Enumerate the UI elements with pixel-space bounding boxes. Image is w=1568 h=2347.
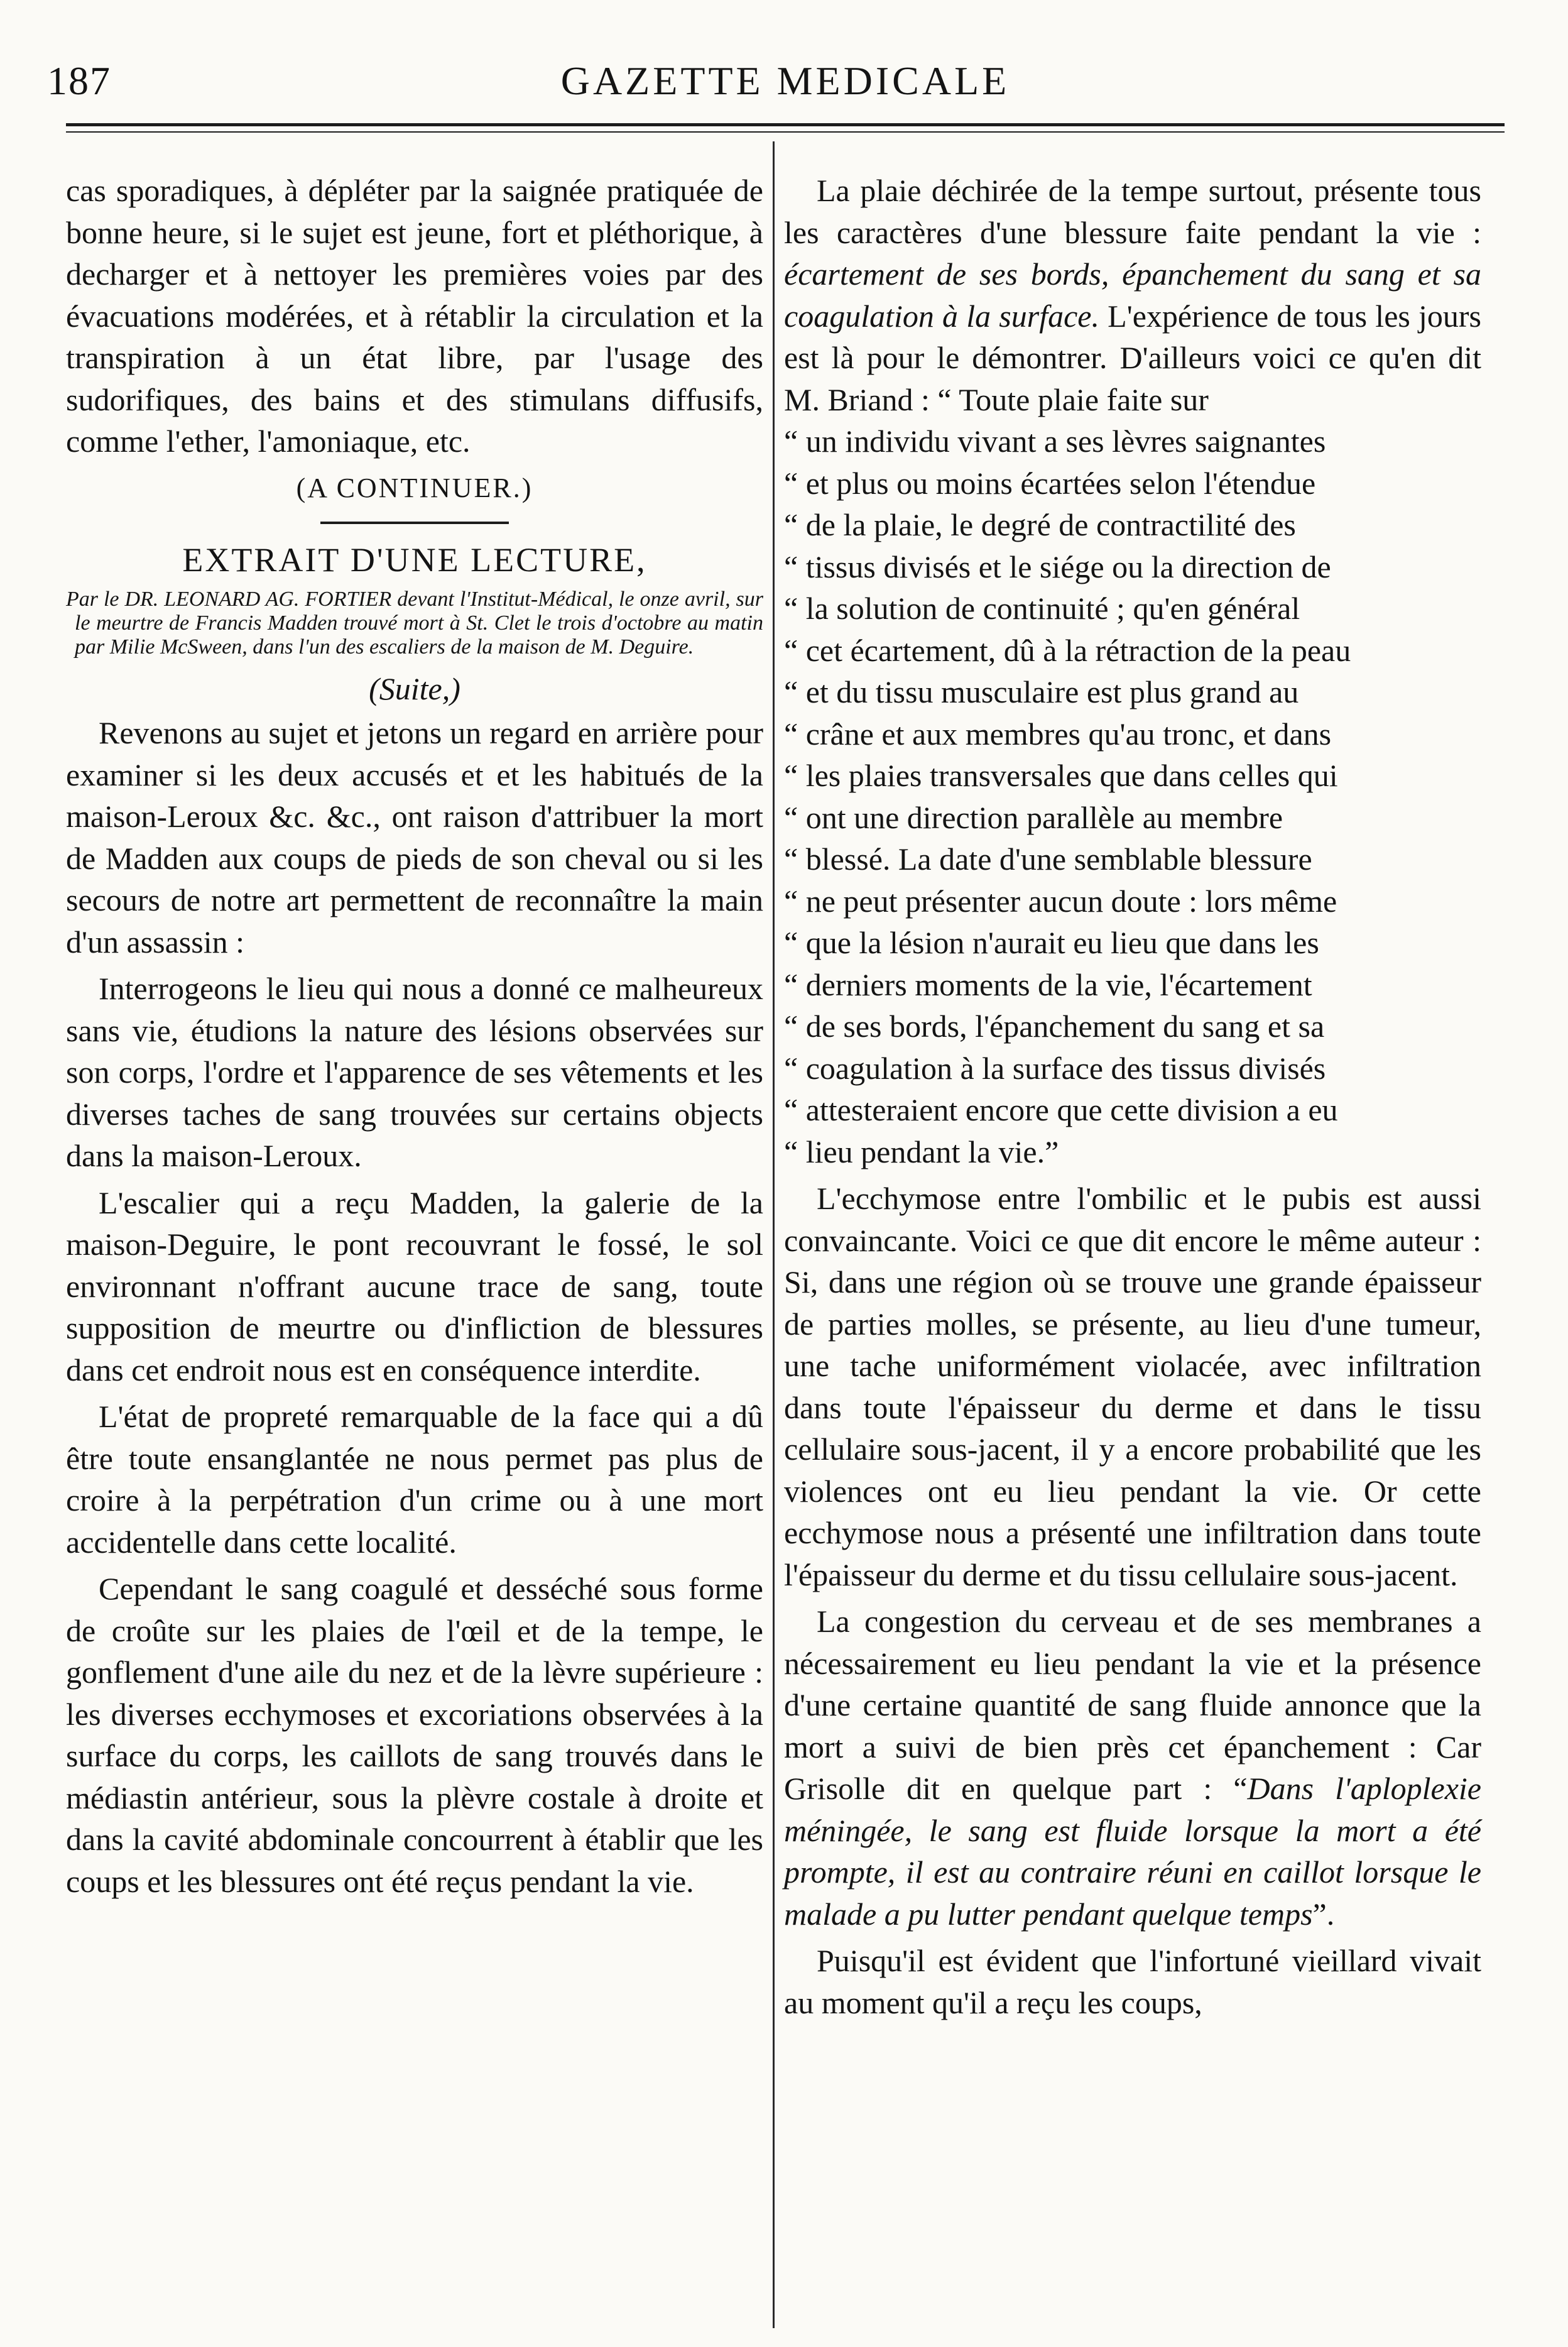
running-title: GAZETTE MEDICALE <box>560 58 1010 103</box>
right-column <box>784 170 1481 2028</box>
quote-line: “ que la lésion n'aurait eu lieu que dans les <box>784 925 1319 960</box>
continue-note: (A CONTINUER.) <box>296 472 533 503</box>
quote-line: “ lieu pendant la vie.” <box>784 1134 1059 1169</box>
section-title: EXTRAIT D'UNE LECTURE, <box>182 541 647 579</box>
quote-line: “ coagulation à la surface des tissus divisés <box>784 1050 1326 1086</box>
text-run: La plaie déchirée de la tempe surtout, présente tous les caractères d'une blessure faite pendant la vie : <box>784 173 1481 250</box>
header-rule-thin <box>66 131 1505 133</box>
paragraph: L'ecchymose entre l'ombilic et le pubis est aussi convaincante. Voici ce que dit encore le même auteur : Si, dans une région où se trouve une grande épaisseur de parties molles, se présente, au lieu d'une tumeur, une tache uniformément violacée, avec infiltration dans toute l'épaisseur du derme et dans le tissu cellulaire sous-jacent, il y a encore probabilité que les violences ont eu lieu pendant la vie. Or cette ecchymose nous a présenté une infiltration dans toute l'épaisseur du derme et du tissu cellulaire sous-jacent. <box>784 1181 1481 1592</box>
quote-line: “ les plaies transversales que dans celles qui <box>784 758 1338 793</box>
quote-line: “ crâne et aux membres qu'au tronc, et dans <box>784 716 1332 752</box>
quote-line: “ ne peut présenter aucun doute : lors même <box>784 883 1337 919</box>
text-run: La congestion du cerveau et de ses membranes a nécessairement eu lieu pendant la vie et la présence d'une certaine quantité de sang fluide annonce que la mort a suivi de bien près cet épanchement : Car Grisolle dit en quelque part : “ <box>784 1604 1481 1806</box>
quote-line: “ et du tissu musculaire est plus grand au <box>784 674 1299 709</box>
quote-line: “ de la plaie, le degré de contractilité des <box>784 507 1296 542</box>
quote-line: “ la solution de continuité ; qu'en général <box>784 591 1300 626</box>
paragraph: L'état de propreté remarquable de la face qui a dû être toute ensanglantée ne nous permet pas plus de croire à la perpétration d'un crime ou à une mort accidentelle dans cette localité. <box>66 1399 763 1560</box>
quote-line: “ cet écartement, dû à la rétraction de la peau <box>784 632 1351 668</box>
paragraph: Cependant le sang coagulé et desséché sous forme de croûte sur les plaies de l'œil et de la tempe, le gonflement d'une aile du nez et de la lèvre supérieure : les diverses ecchymoses et excoriations observées à la surface du corps, les caillots de sang trouvés dans le médiastin antérieur, sous la plèvre costale à droite et dans la cavité abdominale concourrent à établir que les coups et les blessures ont été reçus pendant la vie. <box>66 1571 763 1899</box>
header-rule-thick <box>66 123 1505 126</box>
paragraph: Revenons au sujet et jetons un regard en arrière pour examiner si les deux accusés et et les habitués de la maison-Leroux &c. &c., ont raison d'attribuer la mort de Madden aux coups de pieds de son cheval ou si les secours de notre art permettent de reconnaître la main d'un assassin : <box>66 715 763 960</box>
text-run: L'expérience de tous les jours est là pour le démontrer. D'ailleurs voici ce qu'en dit M. Briand : “ Toute plaie faite sur <box>784 298 1482 417</box>
quote-line: “ derniers moments de la vie, l'écartement <box>784 966 1312 1002</box>
quote-line: “ tissus divisés et le siége ou la direction de <box>784 549 1331 584</box>
suite-note: (Suite,) <box>369 670 460 706</box>
quote-line: “ blessé. La date d'une semblable blessure <box>784 841 1312 877</box>
page-header <box>44 58 1527 108</box>
text-run: ”. <box>1312 1896 1335 1932</box>
paragraph: Interrogeons le lieu qui nous a donné ce malheureux sans vie, étudions la nature des lésions observées sur son corps, l'ordre et l'apparence de ses vêtements et les diverses taches de sang trouvées sur certains objects dans la maison-Leroux. <box>66 971 763 1173</box>
paragraph <box>784 170 1481 420</box>
paragraph: cas sporadiques, à dépléter par la saignée pratiquée de bonne heure, si le sujet est jeune, fort et pléthorique, à decharger et à nettoyer les premières voies par des évacuations modérées, et à rétablir la circulation et la transpiration à un état libre, par l'usage des sudorifiques, des bains et des stimulans diffusifs, comme l'ether, l'amoniaque, etc. <box>66 173 763 459</box>
section-divider <box>320 522 509 524</box>
italic-text: écartement de ses bords, épanchement du sang et sa coagulation à la surface. <box>784 256 1481 334</box>
briand-quote <box>784 420 1481 1173</box>
quote-line: “ et plus ou moins écartées selon l'étendue <box>784 465 1316 501</box>
italic-text: Dans l'aploplexie méningée, le sang est fluide lorsque la mort a été prompte, il est au contraire réuni en caillot lorsque le malade a pu lutter pendant quelque temps <box>784 1771 1481 1932</box>
paragraph: L'escalier qui a reçu Madden, la galerie de la maison-Deguire, le pont recouvrant le fossé, le sol environnant n'offrant aucune trace de sang, toute supposition de meurtre ou d'infliction de blessures dans cet endroit nous est en conséquence interdite. <box>66 1184 763 1387</box>
quote-line: “ attesteraient encore que cette division a eu <box>784 1092 1338 1127</box>
column-divider <box>773 141 775 2328</box>
quote-line: “ un individu vivant a ses lèvres saignantes <box>784 424 1326 459</box>
quote-line: “ de ses bords, l'épanchement du sang et sa <box>784 1009 1325 1044</box>
left-column <box>66 170 763 1907</box>
article-byline: Par le DR. LEONARD AG. FORTIER devant l'Institut-Médical, le onze avril, sur le meurtre de Francis Madden trouvé mort à St. Clet le trois d'octobre au matin par Milie McSween, dans l'un des escaliers de la maison de M. Deguire. <box>66 587 763 659</box>
quote-line: “ ont une direction parallèle au membre <box>784 799 1283 835</box>
paragraph: Puisqu'il est évident que l'infortuné vieillard vivait au moment qu'il a reçu les coups, <box>784 1943 1481 2020</box>
paragraph <box>784 1600 1481 1935</box>
page-number: 187 <box>47 58 111 103</box>
